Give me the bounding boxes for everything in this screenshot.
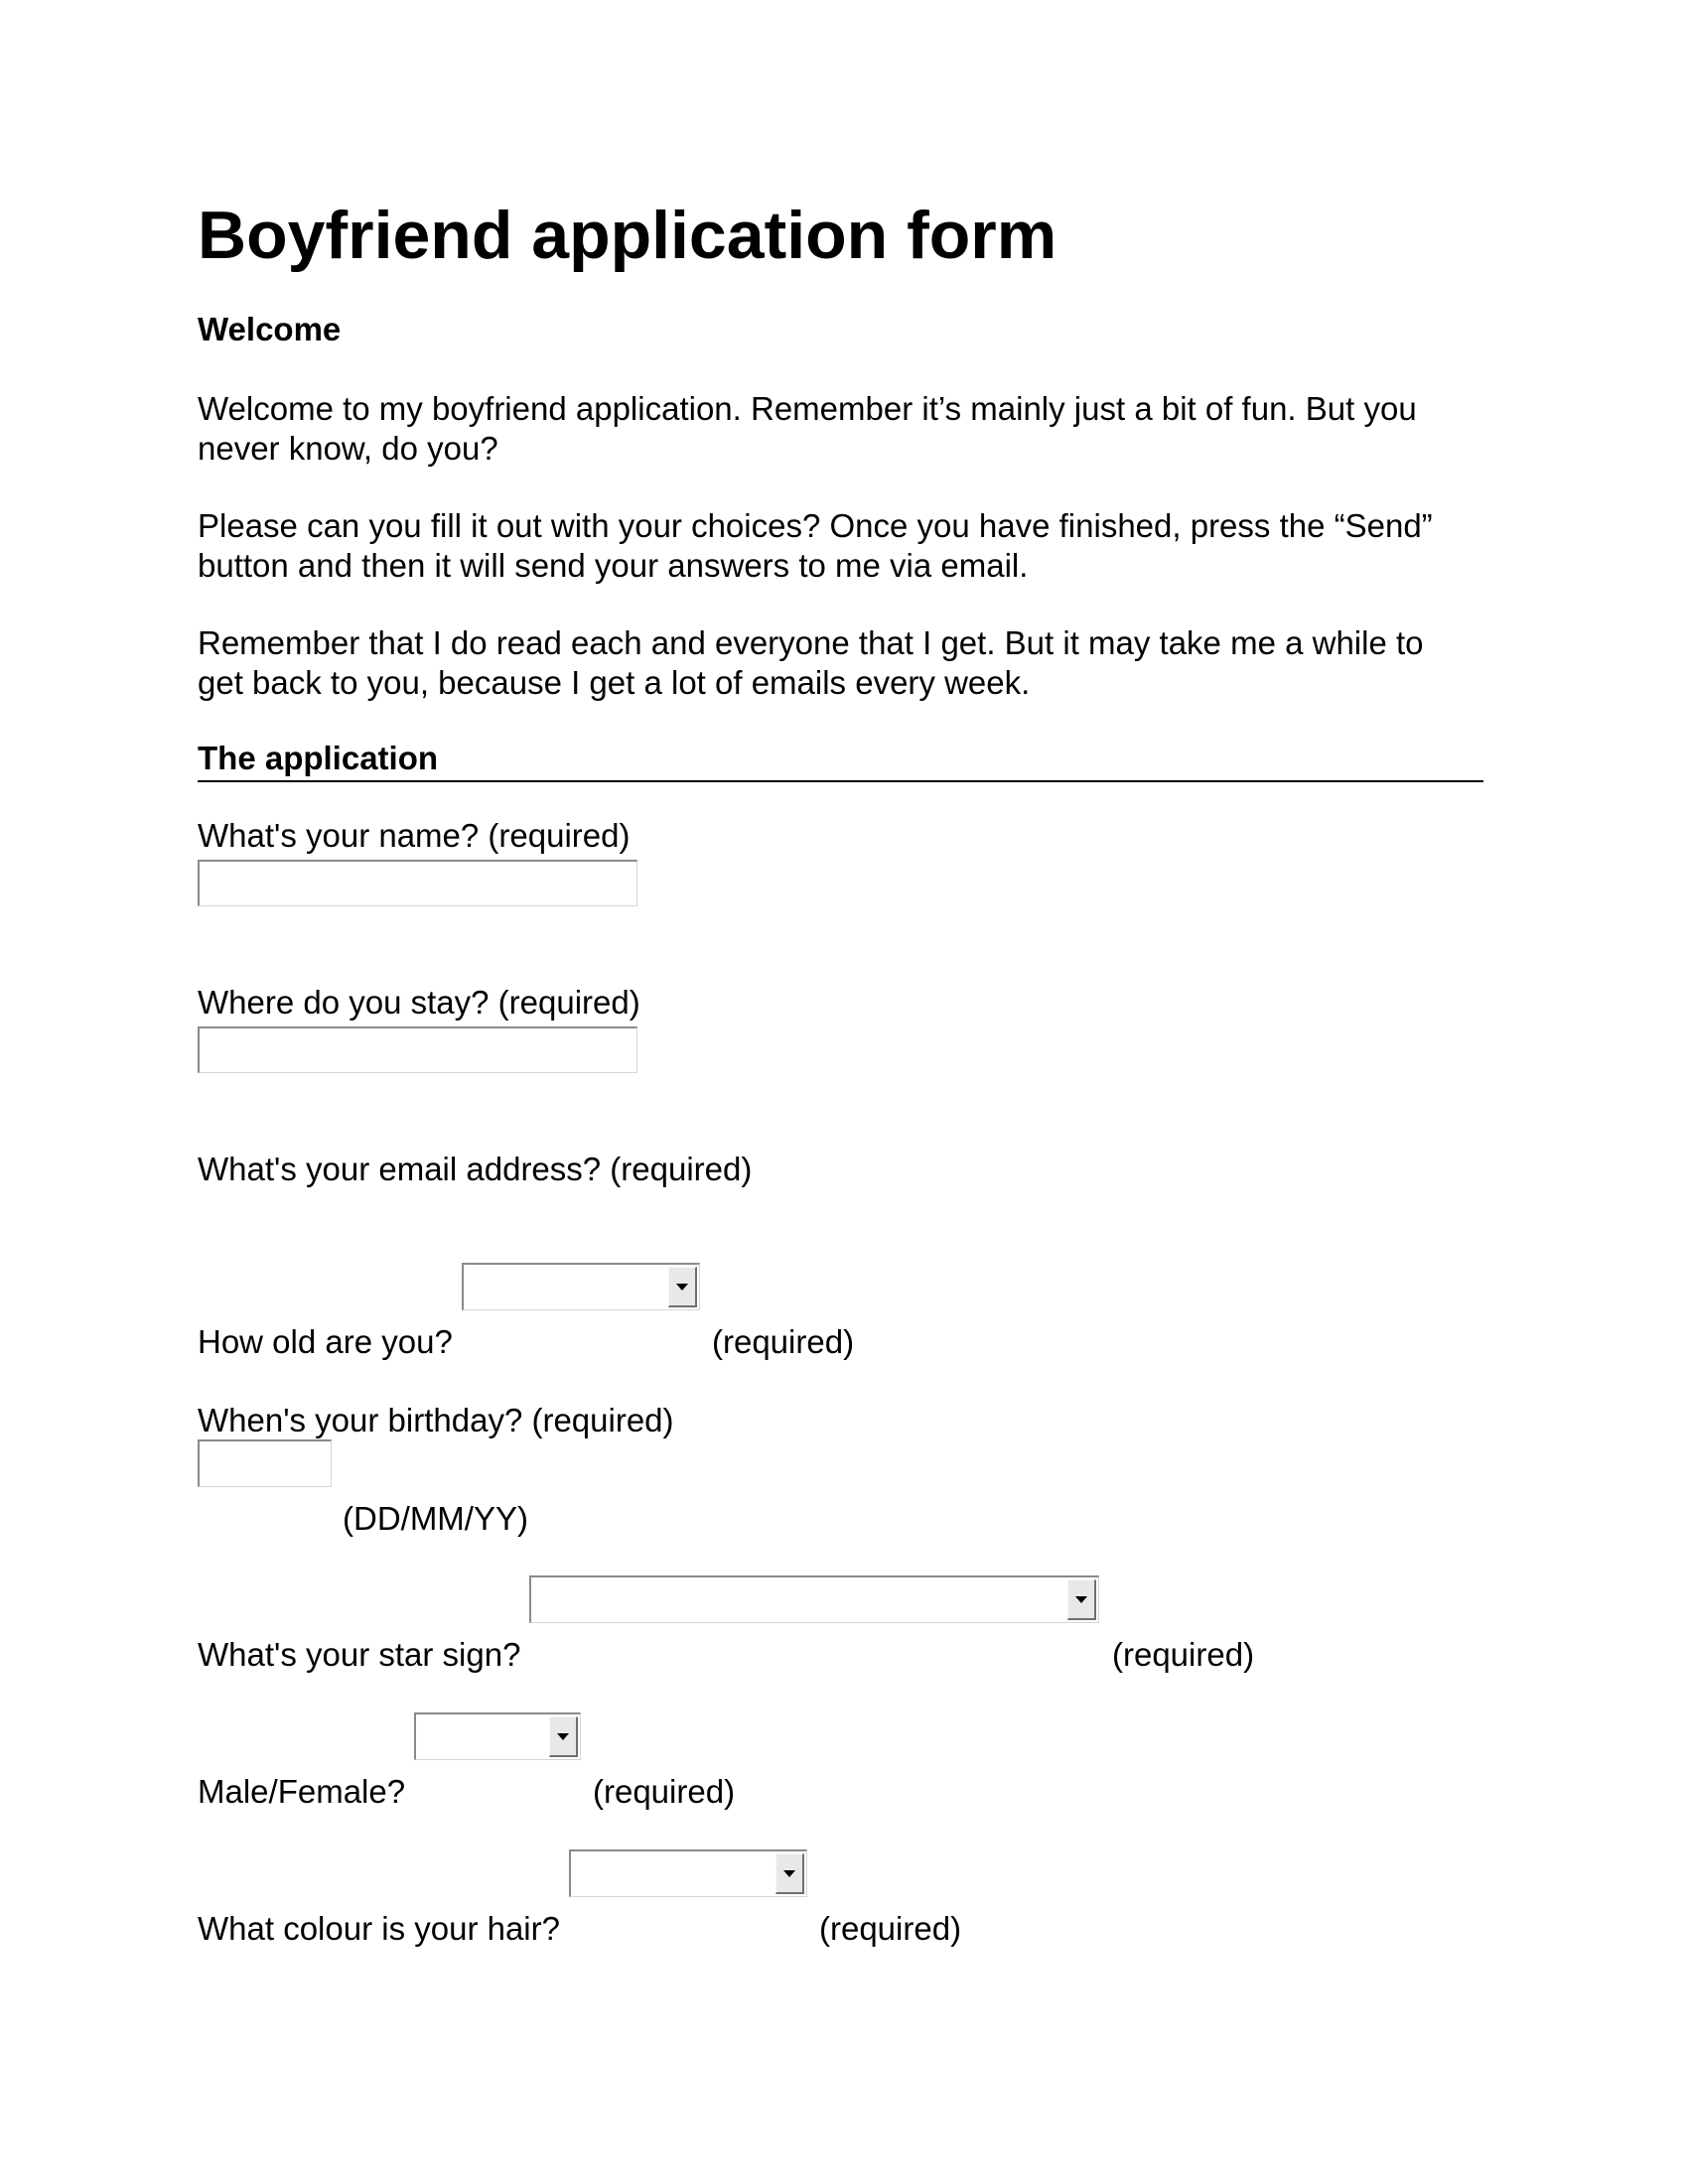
hair-colour-label: What colour is your hair? [198,1910,560,1947]
age-select-button[interactable] [668,1267,697,1307]
birthday-format-hint: (DD/MM/YY) [343,1500,528,1537]
paragraph-line: get back to you, because I get a lot of emails every week. [198,664,1031,701]
welcome-heading: Welcome [198,311,342,347]
name-label: What's your name? (required) [198,817,631,854]
age-required-note: (required) [712,1323,855,1360]
age-select[interactable] [462,1263,700,1310]
chevron-down-icon [676,1284,688,1291]
star-sign-select-button[interactable] [1067,1579,1096,1620]
name-field[interactable] [198,860,637,906]
paragraph-line: Please can you fill it out with your choices? Once you have finished, press the “Send” [198,507,1433,544]
paragraph-line: never know, do you? [198,430,498,467]
gender-label: Male/Female? [198,1773,406,1810]
email-label: What's your email address? (required) [198,1151,753,1187]
chevron-down-icon [557,1733,569,1740]
welcome-paragraph-1 [198,389,1488,469]
paragraph-line: Remember that I do read each and everyone that I get. But it may take me a while to [198,624,1424,661]
welcome-paragraph-2 [198,506,1488,586]
paragraph-line: button and then it will send your answers to me via email. [198,547,1029,584]
welcome-paragraph-3 [198,623,1488,703]
star-sign-required-note: (required) [1112,1636,1255,1673]
hair-colour-select-button[interactable] [775,1853,804,1894]
paragraph-line: Welcome to my boyfriend application. Remember it’s mainly just a bit of fun. But you [198,390,1417,427]
chevron-down-icon [1075,1596,1087,1603]
hair-colour-required-note: (required) [819,1910,962,1947]
hair-colour-select[interactable] [569,1849,807,1897]
location-label: Where do you stay? (required) [198,984,640,1021]
location-field[interactable] [198,1026,637,1073]
birthday-label: When's your birthday? (required) [198,1402,674,1438]
application-heading: The application [198,740,439,776]
gender-required-note: (required) [593,1773,736,1810]
gender-select-button[interactable] [549,1716,578,1757]
section-divider [198,780,1483,782]
birthday-field[interactable] [198,1439,332,1487]
star-sign-label: What's your star sign? [198,1636,521,1673]
star-sign-select[interactable] [529,1575,1099,1623]
chevron-down-icon [783,1870,795,1877]
gender-select[interactable] [414,1712,581,1760]
page-title: Boyfriend application form [198,198,1057,273]
age-label: How old are you? [198,1323,453,1360]
